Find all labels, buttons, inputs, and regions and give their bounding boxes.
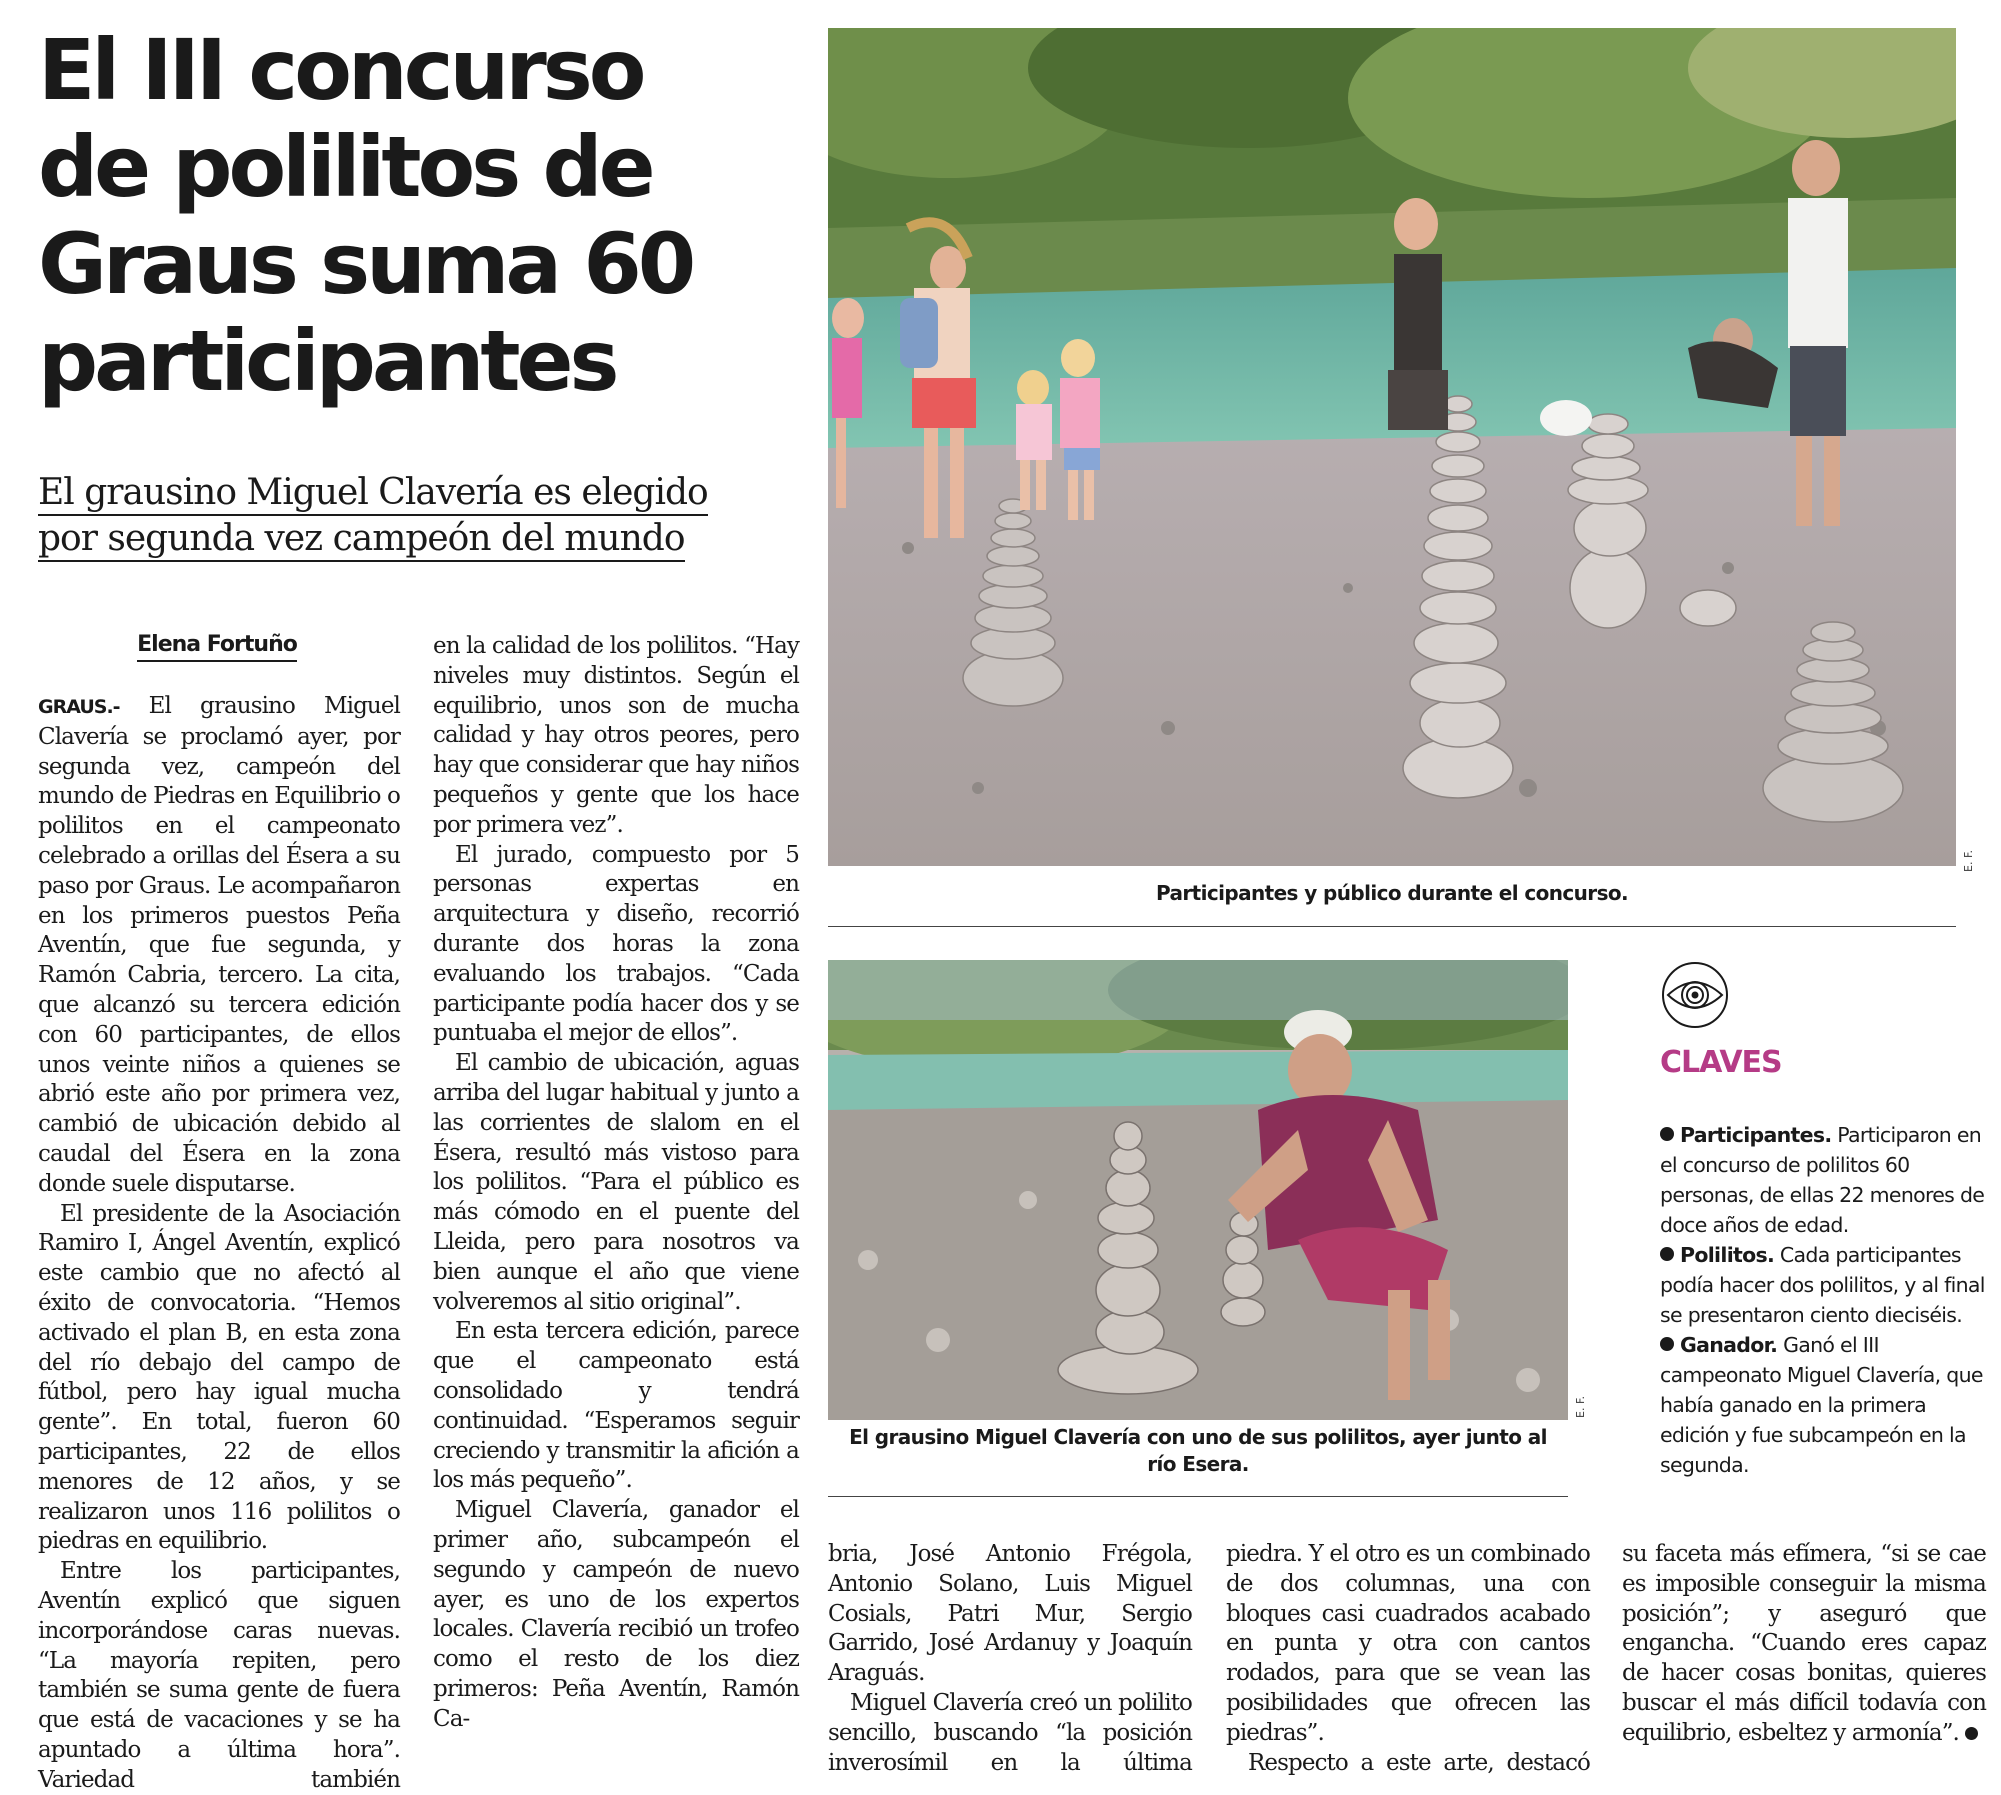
headline-line: El III concurso: [38, 21, 643, 119]
bullet: [1660, 1127, 1674, 1141]
photo-caption: Participantes y público durante el concurso.: [1155, 881, 1629, 905]
claves-item: Polilitos. Cada participantes podía hacer dos polilitos, y al final se presentaron ciento dieciséis.: [1660, 1243, 1985, 1327]
article-column-2: [433, 632, 799, 1734]
byline: Elena Fortuño: [38, 632, 396, 657]
article-column-1: [38, 692, 400, 1795]
bullet: [1660, 1337, 1674, 1351]
photo-credit: E. F.: [1574, 1396, 1587, 1418]
paragraph: en la calidad de los polilitos. “Hay niveles muy distintos. Según el equilibrio, unos son de mucha calidad y hay otros peores, pero hay que considerar que hay niños pequeños y gente que los hace por primera vez”.: [433, 633, 799, 838]
dateline: GRAUS.-: [38, 696, 120, 718]
article-column-4: [1226, 1540, 1590, 1778]
paragraph: Respecto a este arte, destacó: [1248, 1749, 1590, 1776]
claves-title: CLAVES: [1660, 1045, 1782, 1080]
divider: [828, 926, 1956, 927]
article-column-5: [1622, 1540, 1986, 1749]
claves-list: [1660, 1120, 1990, 1480]
subheadline-line: por segunda vez campeón del mundo: [38, 518, 685, 562]
subheadline: [38, 470, 778, 562]
headline-line: participantes: [38, 312, 616, 410]
headline-line: de polilitos de: [38, 118, 652, 216]
paragraph: Entre los participantes, Aventín explicó que siguen incorporándose caras nuevas. “La mayoría repiten, pero también se suma gente de fuera que está de vacaciones y se ha apuntado a última hora”. Variedad también: [38, 1558, 400, 1793]
bullet: [1660, 1247, 1674, 1261]
claves-item: Ganador. Ganó el III campeonato Miguel Clavería, que había ganado en la primera edición y fue subcampeón en la segunda.: [1660, 1333, 1983, 1477]
headline: [38, 22, 798, 410]
paragraph: El presidente de la Asociación Ramiro I, Ángel Aventín, explicó este cambio que no afectó al éxito de convocatoria. “Hemos activado el plan B, en esta zona del río debajo del campo de fútbol, pero hay igual mucha gente”. En total, fueron 60 participantes, 22 de ellos menores de 12 años, y se realizaron unos 116 polilitos o piedras en equilibrio.: [38, 1200, 400, 1555]
photo-participants: [828, 28, 1956, 866]
paragraph: Miguel Clavería creó un polilito sencillo, buscando “la posición inverosímil en la última: [828, 1689, 1192, 1776]
paragraph: El jurado, compuesto por 5 personas expertas en arquitectura y diseño, recorrió durante dos horas la zona evaluando los trabajos. “Cada participante podía hacer dos y se puntuaba el mejor de ellos”.: [433, 841, 799, 1047]
photo-caption: El grausino Miguel Clavería con uno de sus polilitos, ayer junto al río Esera.: [849, 1425, 1547, 1476]
article-column-3: [828, 1540, 1192, 1778]
eye-icon: [1660, 960, 1730, 1030]
paragraph: bria, José Antonio Frégola, Antonio Solano, Luis Miguel Cosials, Patri Mur, Sergio Garrido, José Ardanuy y Joaquín Araguás.: [828, 1541, 1192, 1687]
paragraph: su faceta más efímera, “si se cae es imposible conseguir la misma posición”; y aseguró que engancha. “Cuando eres capaz de hacer cosas bonitas, quieres buscar el más difícil todavía con equilibrio, esbeltez y armonía”.: [1622, 1541, 1986, 1746]
paragraph: piedra. Y el otro es un combinado de dos columnas, una con bloques casi cuadrados acabado en punta y otra con cantos rodados, para que se vean las posibilidades que ofrecen las piedras”.: [1226, 1541, 1590, 1746]
divider: [828, 1496, 1568, 1497]
paragraph: En esta tercera edición, parece que el campeonato está consolidado y tendrá continuidad. “Esperamos seguir creciendo y transmitir la afición a los más pequeño”.: [433, 1318, 799, 1494]
paragraph: Miguel Clavería, ganador el primer año, subcampeón el segundo y campeón de nuevo ayer, es uno de los expertos locales. Clavería recibió un trofeo como el resto de los diez primeros: Peña Aventín, Ramón Ca-: [433, 1497, 799, 1732]
paragraph: GRAUS.- El grausino Miguel Clavería se proclamó ayer, por segunda vez, campeón del mundo de Piedras en Equilibrio o polilitos en el campeonato celebrado a orillas del Ésera a su paso por Graus. Le acompañaron en los primeros puestos Peña Aventín, que fue segunda, y Ramón Cabria, tercero. La cita, que alcanzó su tercera edición con 60 participantes, de ellos unos veinte niños a quienes se abrió este año por primera vez, cambió de ubicación debido al caudal del Ésera en la zona donde suele disputarse.: [38, 693, 400, 1197]
photo-credit: E. F.: [1962, 850, 1975, 872]
headline-line: Graus suma 60: [38, 215, 693, 313]
photo-miguel-claveria: [828, 960, 1568, 1420]
subheadline-line: El grausino Miguel Clavería es elegido: [38, 472, 708, 516]
end-mark: [1965, 1727, 1978, 1740]
paragraph: El cambio de ubicación, aguas arriba del lugar habitual y junto a las corrientes de slalom en el Ésera, resultó más vistoso para los polilitos. “Para el público es más cómodo en el puente del Lleida, pero para nosotros va bien aunque el año que viene volveremos al sitio original”.: [433, 1050, 799, 1315]
claves-item: Participantes. Participaron en el concurso de polilitos 60 personas, de ellas 22 menores de doce años de edad.: [1660, 1123, 1985, 1237]
